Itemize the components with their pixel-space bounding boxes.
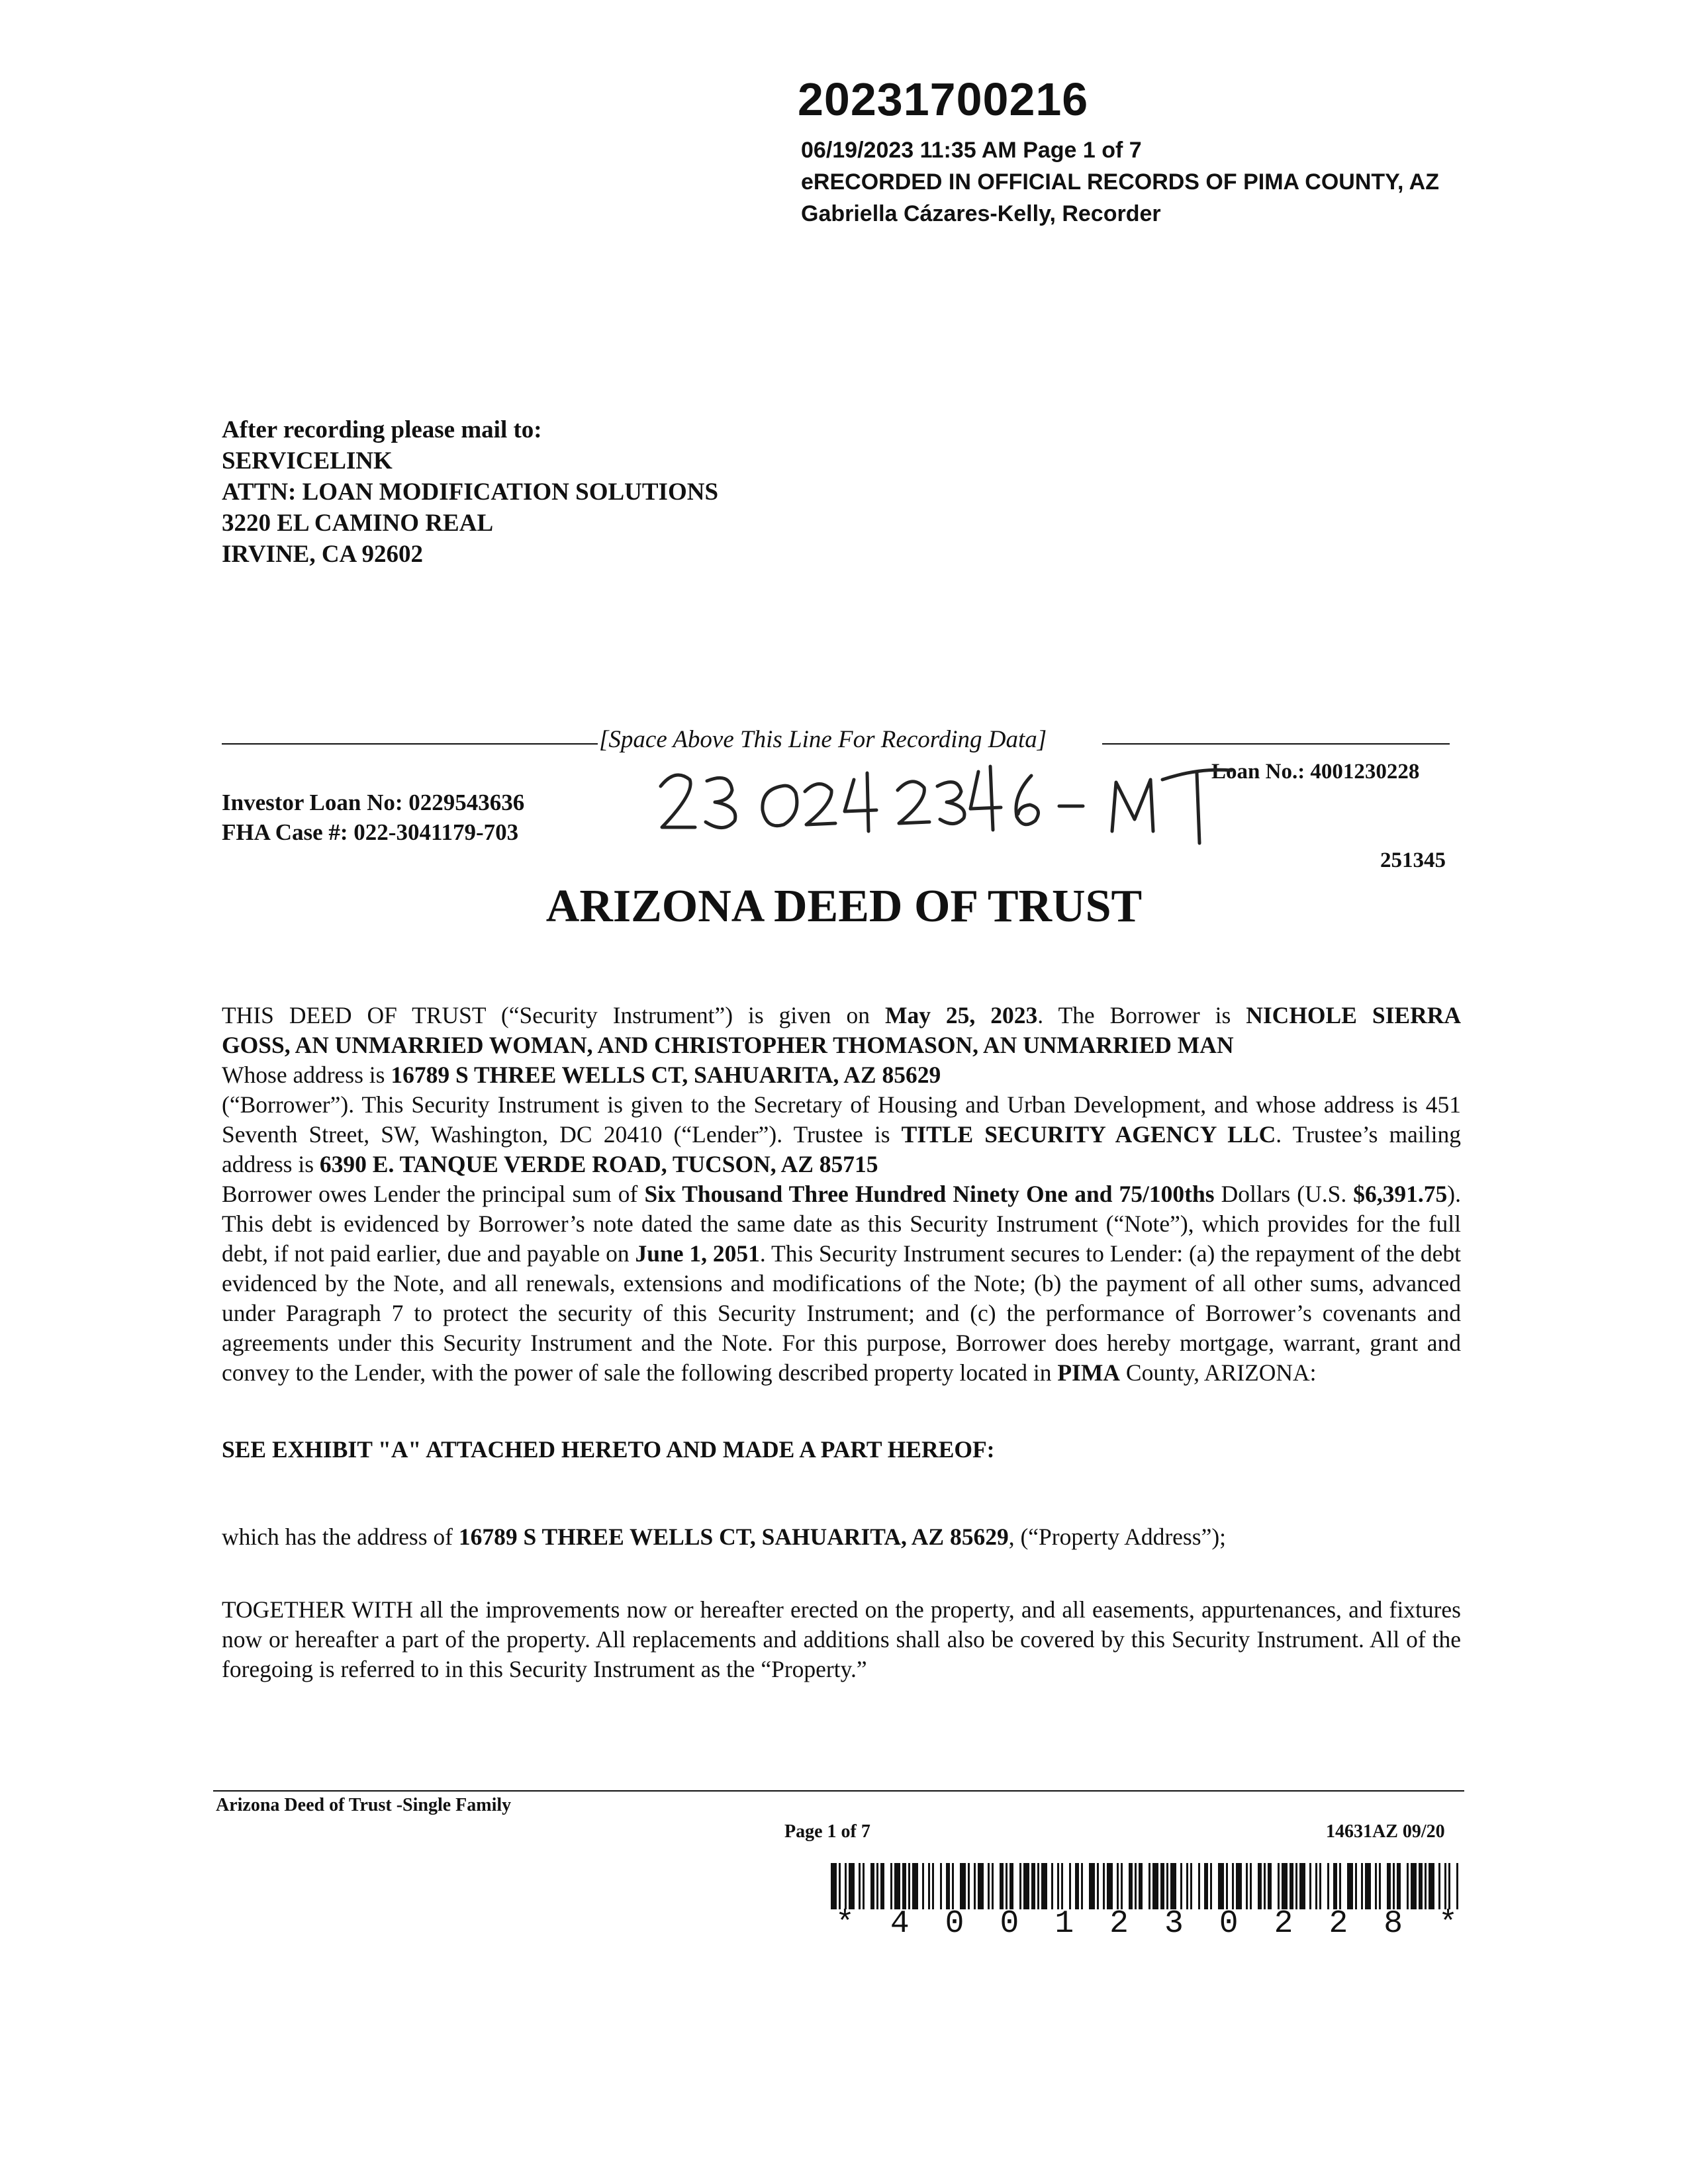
barcode-bar — [1057, 1863, 1059, 1909]
divider-rule-right — [1102, 743, 1450, 745]
barcode-bar — [890, 1863, 892, 1909]
barcode-bar — [1117, 1863, 1119, 1909]
barcode-bar — [940, 1863, 942, 1909]
barcode-bar — [1218, 1863, 1224, 1909]
body-text: . Trustee’s mailing address is — [222, 1121, 1461, 1177]
barcode-bar — [1250, 1863, 1252, 1909]
barcode-bar — [1075, 1863, 1079, 1909]
barcode-bar — [1315, 1863, 1317, 1909]
barcode-bar — [1226, 1863, 1228, 1909]
body-line — [222, 1060, 1461, 1090]
borrower-names: NICHOLE SIERRA — [1246, 1002, 1462, 1028]
mail-to-line: ATTN: LOAN MODIFICATION SOLUTIONS — [222, 478, 719, 506]
barcode-bar — [1103, 1863, 1105, 1909]
divider-rule-left — [222, 743, 599, 745]
body-text: , (“Property Address”); — [1008, 1524, 1227, 1550]
trustee-address: 6390 E. TANQUE VERDE ROAD, TUCSON, AZ 85715 — [319, 1151, 878, 1177]
barcode-bar — [1149, 1863, 1150, 1909]
barcode-bar — [978, 1863, 984, 1909]
barcode-bar — [863, 1863, 865, 1909]
mail-to-line: SERVICELINK — [222, 447, 393, 475]
recorder-name: Gabriella Cázares-Kelly, Recorder — [801, 201, 1161, 226]
recording-space-divider — [222, 725, 1450, 754]
barcode-bar — [1232, 1863, 1234, 1909]
barcode-bar — [912, 1863, 918, 1909]
barcode-char: * — [1438, 1906, 1458, 1942]
handwritten-text: 23 024 2346 - MT — [655, 753, 661, 754]
barcode-bar — [1319, 1863, 1321, 1909]
body-paragraph — [222, 1090, 1461, 1179]
barcode-bar — [1339, 1863, 1341, 1909]
barcode-bar — [952, 1863, 954, 1909]
barcode-bar — [1190, 1863, 1192, 1909]
barcode-char: 2 — [1274, 1906, 1293, 1942]
barcode-char: * — [835, 1906, 855, 1942]
body-text: which has the address of — [222, 1524, 459, 1550]
loan-number: Loan No.: 4001230228 — [1211, 760, 1420, 784]
barcode-bar — [1379, 1863, 1381, 1909]
barcode-char: 1 — [1055, 1906, 1074, 1942]
barcode-bar — [880, 1863, 884, 1909]
reference-number: 251345 — [1380, 848, 1446, 872]
trustee-name: TITLE SECURITY AGENCY LLC — [901, 1121, 1276, 1148]
barcode-bar — [974, 1863, 976, 1909]
mail-to-line: IRVINE, CA 92602 — [222, 541, 423, 568]
barcode-bar — [1456, 1863, 1458, 1909]
form-code: 14631AZ 09/20 — [1326, 1821, 1445, 1842]
barcode-bar — [1152, 1863, 1158, 1909]
barcode-bar — [1444, 1863, 1446, 1909]
barcode-bar — [1289, 1863, 1293, 1909]
barcode-bar — [870, 1863, 874, 1909]
barcode-bar — [876, 1863, 878, 1909]
barcode-bar — [1186, 1863, 1188, 1909]
barcode-bar — [922, 1863, 924, 1909]
property-address-paragraph — [222, 1522, 1461, 1552]
handwritten-annotation — [655, 753, 1291, 852]
barcode-bar — [1051, 1863, 1053, 1909]
barcode-char: 0 — [1000, 1906, 1019, 1942]
barcode-bar — [1361, 1863, 1363, 1909]
county: PIMA — [1057, 1359, 1121, 1386]
barcode-bar — [1246, 1863, 1248, 1909]
barcode-bar — [1198, 1863, 1200, 1909]
body-text: Whose address is — [222, 1062, 391, 1088]
barcode-bar — [902, 1863, 906, 1909]
barcode-bar — [831, 1863, 837, 1909]
body-line — [222, 1001, 1461, 1030]
barcode-bar — [1081, 1863, 1083, 1909]
exhibit-reference: SEE EXHIBIT "A" ATTACHED HERETO AND MADE A PART HEREOF: — [222, 1436, 995, 1463]
barcode-bar — [1299, 1863, 1305, 1909]
barcode-bar — [1309, 1863, 1311, 1909]
barcode-bar — [1393, 1863, 1395, 1909]
together-with-paragraph: TOGETHER WITH all the improvements now or hereafter erected on the property, and all easements, appurtenances, and fixtures now or hereafter a part of the property. All replacements and additions shall also be covered by this Security Instrument. All of the foregoing is referred to in this Security Instrument as the “Property.” — [222, 1596, 1461, 1682]
barcode-bar — [1139, 1863, 1143, 1909]
barcode-bar — [1135, 1863, 1137, 1909]
barcode-bar — [946, 1863, 950, 1909]
body-text: . The Borrower is — [1037, 1002, 1246, 1028]
mail-to-block — [222, 414, 718, 570]
mail-to-heading: After recording please mail to: — [222, 416, 542, 443]
principal-words: Six Thousand Three Hundred Ninety One and 75/100ths — [644, 1181, 1215, 1207]
body-paragraph — [222, 1179, 1461, 1388]
recording-office: eRECORDED IN OFFICIAL RECORDS OF PIMA COUNTY, AZ — [801, 169, 1440, 195]
recording-date-page: 06/19/2023 11:35 AM Page 1 of 7 — [801, 138, 1142, 163]
barcode-bar — [1268, 1863, 1272, 1909]
barcode-bar — [839, 1863, 841, 1909]
barcode-bar — [1407, 1863, 1409, 1909]
barcode-char: 4 — [890, 1906, 910, 1942]
barcode-bar — [1037, 1863, 1039, 1909]
document-title: ARIZONA DEED OF TRUST — [545, 881, 1143, 932]
investor-loan-number: Investor Loan No: 0229543636 — [222, 790, 525, 815]
barcode-bar — [1429, 1863, 1434, 1909]
barcode-bar — [1438, 1863, 1440, 1909]
barcode-bar — [1089, 1863, 1095, 1909]
barcode-bar — [1295, 1863, 1297, 1909]
barcode-bar — [992, 1863, 994, 1909]
barcode-bar — [1019, 1863, 1021, 1909]
barcode-bar — [988, 1863, 990, 1909]
barcode-bar — [1041, 1863, 1047, 1909]
barcode-bar — [1347, 1863, 1353, 1909]
barcode-bar — [932, 1863, 934, 1909]
barcode-bar — [1425, 1863, 1427, 1909]
recording-number: 20231700216 — [798, 73, 1089, 125]
borrower-names-cont: GOSS, AN UNMARRIED WOMAN, AND CHRISTOPHER THOMASON, AN UNMARRIED MAN — [222, 1032, 1234, 1058]
barcode-bar — [1282, 1863, 1288, 1909]
barcode-bar — [1397, 1863, 1401, 1909]
footer-rule — [213, 1790, 1464, 1792]
barcode-bar — [1236, 1863, 1242, 1909]
body-line — [222, 1030, 1461, 1060]
barcode-bar — [849, 1863, 855, 1909]
barcode-bar — [1258, 1863, 1262, 1909]
mail-to-line: 3220 EL CAMINO REAL — [222, 510, 494, 537]
space-above-label: [Space Above This Line For Recording Data] — [599, 726, 1047, 753]
barcode-char: 2 — [1109, 1906, 1129, 1942]
barcode-bar — [1210, 1863, 1212, 1909]
barcode — [831, 1863, 1460, 1909]
barcode-char: 0 — [1219, 1906, 1239, 1942]
body-text: THIS DEED OF TRUST (“Security Instrument”) is given on — [222, 1002, 885, 1028]
barcode-bar — [1166, 1863, 1168, 1909]
barcode-bar — [908, 1863, 910, 1909]
body-text: (“Borrower”). This Security Instrument is given to the Secretary of Housing and Urban Development, and whose address is 451 Seventh Street, SW, Washington, DC 20410 (“Lender”). Trustee is — [222, 1091, 1461, 1148]
barcode-char: 2 — [1329, 1906, 1348, 1942]
body-text: County, ARIZONA: — [1120, 1359, 1317, 1386]
due-date: June 1, 2051 — [635, 1240, 760, 1267]
barcode-bar — [1069, 1863, 1071, 1909]
barcode-bar — [1419, 1863, 1423, 1909]
barcode-bar — [1333, 1863, 1337, 1909]
barcode-bar — [928, 1863, 930, 1909]
barcode-bar — [1031, 1863, 1035, 1909]
barcode-bar — [968, 1863, 970, 1909]
barcode-bar — [1061, 1863, 1063, 1909]
barcode-bar — [845, 1863, 847, 1909]
deed-date: May 25, 2023 — [884, 1002, 1038, 1028]
barcode-bar — [1000, 1863, 1004, 1909]
barcode-bar — [1278, 1863, 1280, 1909]
barcode-bar — [1023, 1863, 1029, 1909]
barcode-bar — [1180, 1863, 1182, 1909]
barcode-char: 8 — [1383, 1906, 1403, 1942]
footer-page-number: Page 1 of 7 — [784, 1821, 870, 1842]
barcode-text — [835, 1906, 1458, 1942]
barcode-bar — [1365, 1863, 1371, 1909]
barcode-bar — [1264, 1863, 1266, 1909]
barcode-bar — [1160, 1863, 1164, 1909]
body-text: Dollars (U.S. — [1214, 1181, 1354, 1207]
property-address: 16789 S THREE WELLS CT, SAHUARITA, AZ 85629 — [458, 1524, 1009, 1550]
barcode-bar — [1355, 1863, 1357, 1909]
principal-amount: $6,391.75 — [1353, 1181, 1448, 1207]
barcode-bar — [859, 1863, 861, 1909]
barcode-char: 0 — [945, 1906, 964, 1942]
barcode-bar — [1129, 1863, 1133, 1909]
barcode-bar — [1121, 1863, 1123, 1909]
body-text: ). This debt is evidenced by Borrower’s note dated the same date as this Security Instrument (“Note”), which provides for the full debt, if not paid earlier, due and payable on — [222, 1181, 1461, 1267]
barcode-bar — [1448, 1863, 1450, 1909]
barcode-bar — [1327, 1863, 1329, 1909]
borrower-address: 16789 S THREE WELLS CT, SAHUARITA, AZ 85629 — [391, 1062, 941, 1088]
barcode-bar — [894, 1863, 900, 1909]
barcode-bar — [1204, 1863, 1208, 1909]
barcode-bar — [1097, 1863, 1099, 1909]
body-text: . This Security Instrument secures to Lender: (a) the repayment of the debt evidenced by the Note, and all renewals, extensions and modifications of the Note; (b) the payment of all other sums, advanced under Paragraph 7 to protect the security of this Security Instrument; and (c) the performance of Borrower’s covenants and agreements under this Security Instrument and the Note. For this purpose, Borrower does hereby mortgage, warrant, grant and convey to the Lender, with the power of sale the following described property located in — [222, 1240, 1462, 1386]
barcode-bar — [1411, 1863, 1417, 1909]
barcode-bar — [1387, 1863, 1391, 1909]
body-text: Borrower owes Lender the principal sum of — [222, 1181, 645, 1207]
barcode-bar — [1006, 1863, 1008, 1909]
barcode-char: 3 — [1164, 1906, 1184, 1942]
fha-case-number: FHA Case #: 022-3041179-703 — [222, 819, 519, 845]
barcode-bar — [1170, 1863, 1176, 1909]
barcode-bar — [960, 1863, 966, 1909]
deed-body — [222, 1001, 1461, 1388]
barcode-bar — [1107, 1863, 1113, 1909]
form-name: Arizona Deed of Trust -Single Family — [216, 1795, 512, 1815]
barcode-bar — [1375, 1863, 1377, 1909]
barcode-bar — [1009, 1863, 1013, 1909]
